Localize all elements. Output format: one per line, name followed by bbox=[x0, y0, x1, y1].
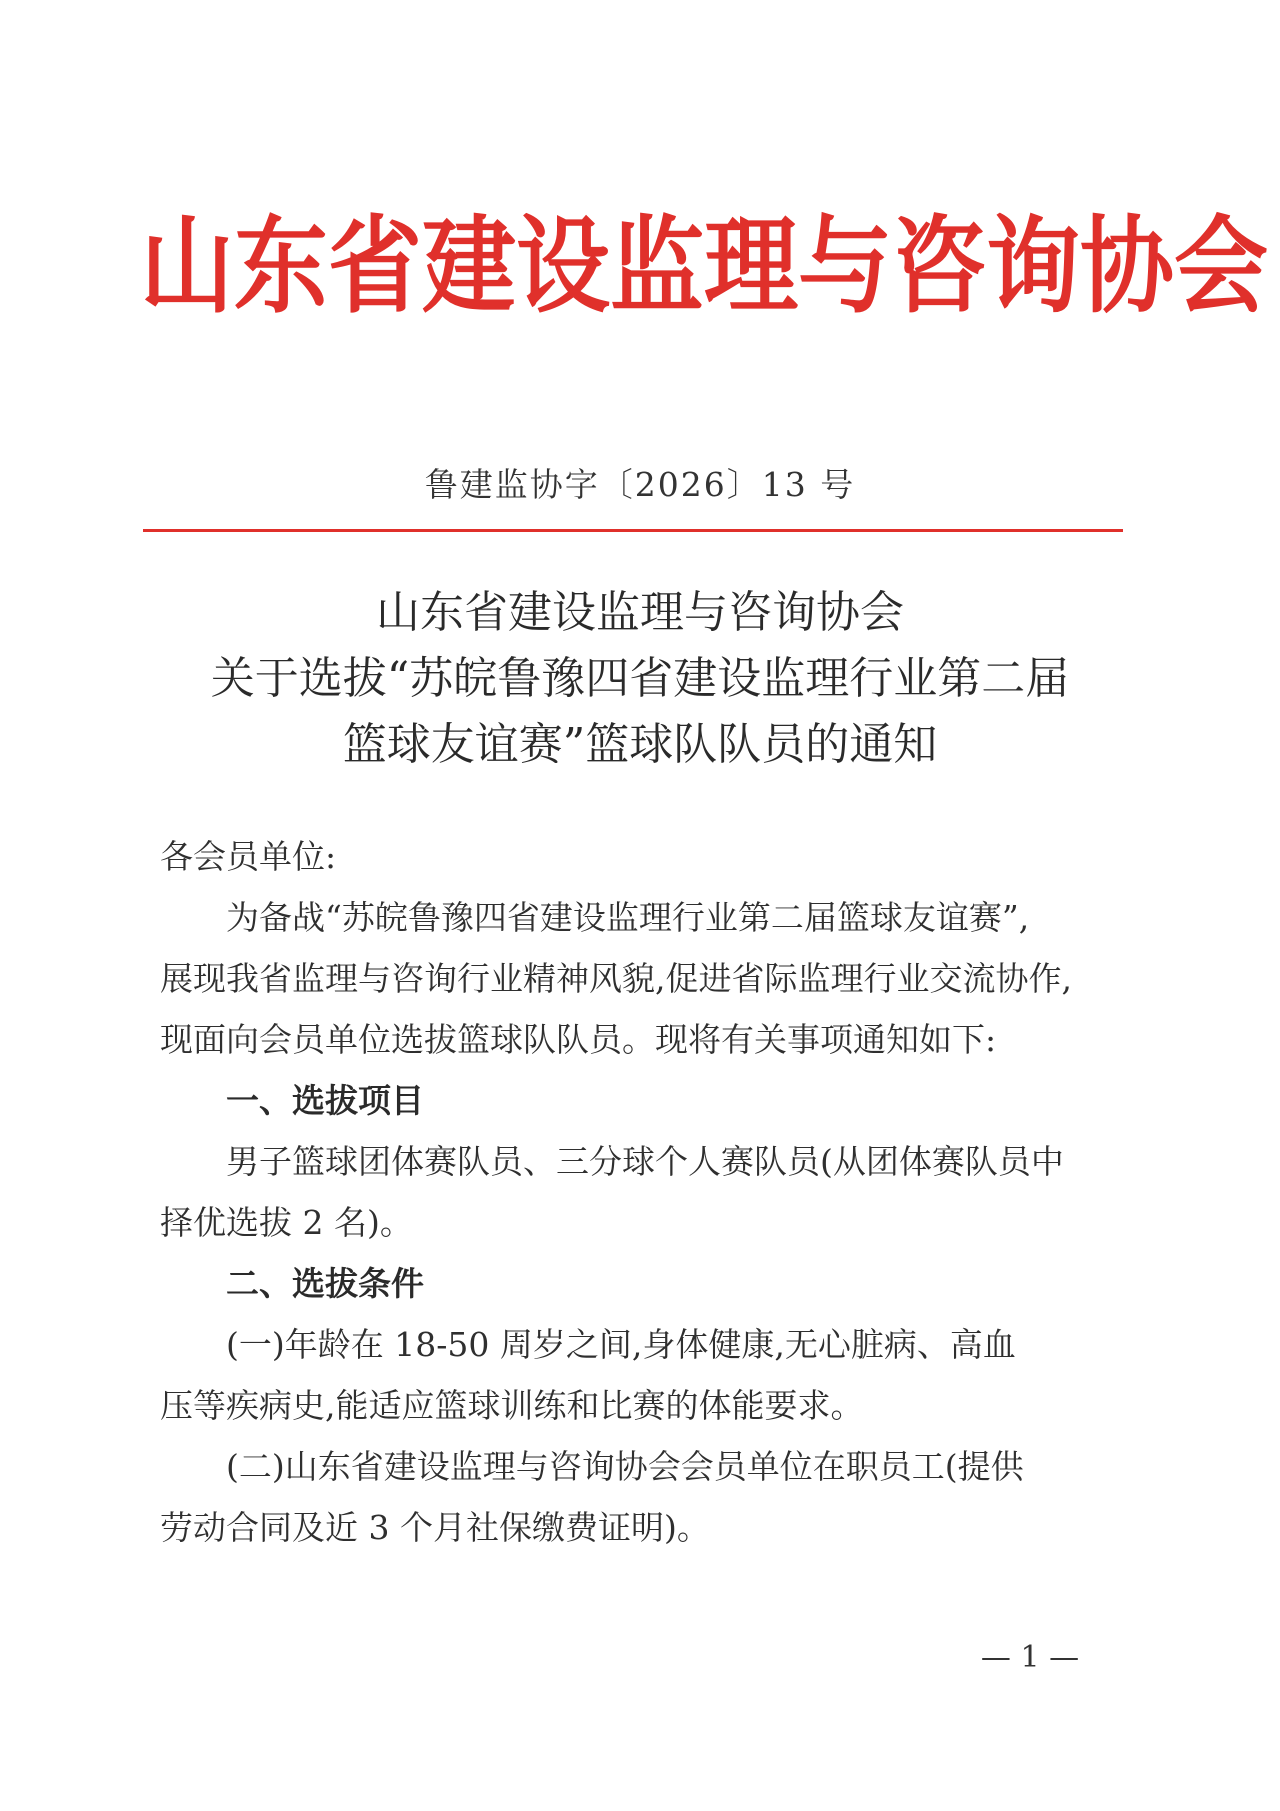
intro-line-3: 现面向会员单位选拔篮球队队员。现将有关事项通知如下: bbox=[160, 1020, 997, 1059]
notice-body bbox=[160, 826, 1140, 1558]
red-divider-line bbox=[143, 529, 1123, 532]
organization-red-header: 山东省建设监理与咨询协会 bbox=[140, 206, 1269, 329]
intro-line-2: 展现我省监理与咨询行业精神风貌,促进省际监理行业交流协作, bbox=[160, 959, 1072, 998]
title-line-2: 关于选拔“苏皖鲁豫四省建设监理行业第二届 bbox=[210, 653, 1070, 704]
section-2-item-1-line-2: 压等疾病史,能适应篮球训练和比赛的体能要求。 bbox=[160, 1386, 864, 1425]
section-2-item-2-line-1: (二)山东省建设监理与咨询协会会员单位在职员工(提供 bbox=[226, 1447, 1024, 1486]
section-2-heading: 二、选拔条件 bbox=[226, 1264, 424, 1303]
section-1-line-2: 择优选拔 2 名)。 bbox=[160, 1203, 413, 1242]
document-number: 鲁建监协字〔2026〕13 号 bbox=[424, 465, 856, 504]
section-2-item-2-line-2: 劳动合同及近 3 个月社保缴费证明)。 bbox=[160, 1508, 710, 1547]
page-number: — 1 — bbox=[980, 1640, 1080, 1675]
notice-title bbox=[140, 580, 1140, 778]
title-line-1: 山东省建设监理与咨询协会 bbox=[376, 587, 904, 638]
section-1-line-1: 男子篮球团体赛队员、三分球个人赛队员(从团体赛队员中 bbox=[226, 1142, 1064, 1181]
title-line-3: 篮球友谊赛”篮球队队员的通知 bbox=[342, 719, 938, 770]
salutation: 各会员单位: bbox=[160, 837, 337, 876]
section-2-item-1-line-1: (一)年龄在 18-50 周岁之间,身体健康,无心脏病、高血 bbox=[226, 1325, 1016, 1364]
section-1-heading: 一、选拔项目 bbox=[226, 1081, 424, 1120]
intro-line-1: 为备战“苏皖鲁豫四省建设监理行业第二届篮球友谊赛”, bbox=[226, 898, 1030, 937]
